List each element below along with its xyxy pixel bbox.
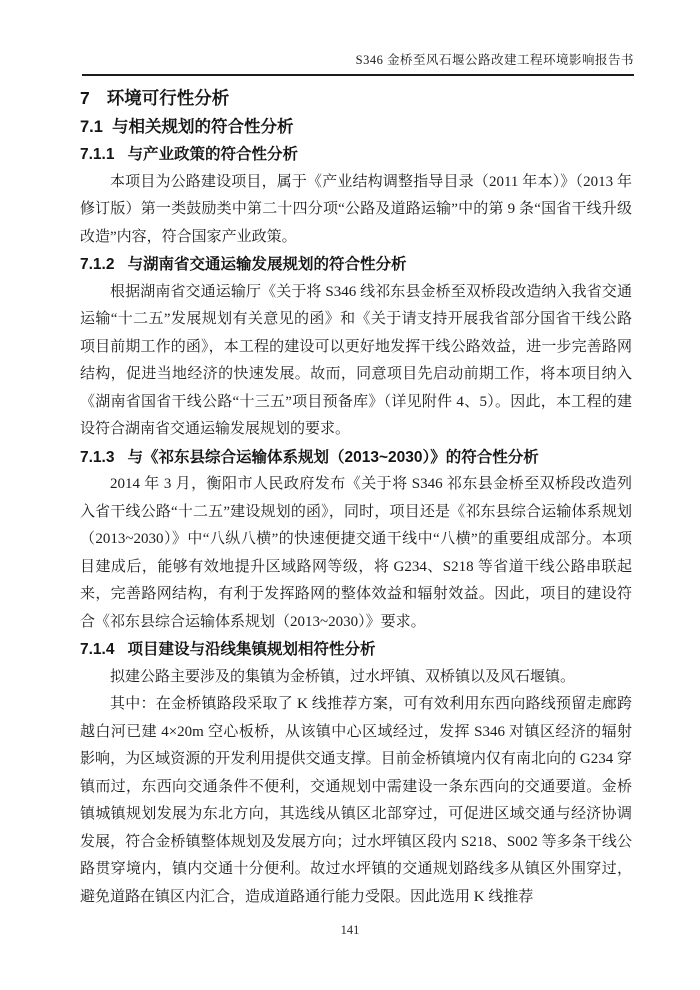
subsection-7-1-2 [80, 251, 632, 444]
subsection-number: 7.1.4 [80, 641, 115, 658]
chapter-title: 环境可行性分析 [106, 88, 230, 108]
subsection-number: 7.1.2 [80, 256, 115, 273]
subsection-7-1-4 [80, 636, 632, 911]
paragraph: 根据湖南省交通运输厅《关于将 S346 线祁东县金桥至双桥段改造纳入我省交通运输“十二五”发展规划有关意见的函》和《关于请支持开展我省部分国省干线公路项目前期工作的函》，本工程的建设可以更好地发挥干线公路效益，进一步完善路网结构，促进当地经济的快速发展。故而，同意项目先启动前期工作，将本项目纳入《湖南省国省干线公路“十三五”项目预备库》（详见附件 4、5）。因此，本工程的建设符合湖南省交通运输发展规划的要求。 [80, 283, 632, 437]
subsection-number: 7.1.1 [80, 146, 115, 163]
subsection-7-1-1 [80, 141, 632, 251]
paragraph: 2014 年 3 月，衡阳市人民政府发布《关于将 S346 祁东县金桥至双桥段改造列入省干线公路“十二五”建设规划的函》，同时，项目还是《祁东县综合运输体系规划（2013~2030）》中“八纵八横”的快速便捷交通干线中“八横”的重要组成部分。本项目建成后，能够有效地提升区域路网等级，将 G234、S218 等省道干线公路串联起来，完善路网结构，有利于发挥路网的整体效益和辐射效益。因此，项目的建设符合《祁东县综合运输体系规划（2013~2030）》要求。 [80, 476, 632, 630]
paragraph: 本项目为公路建设项目，属于《产业结构调整指导目录（2011 年本）》（2013 年修订版）第一类鼓励类中第二十四分项“公路及道路运输”中的第 9 条“国省干线升级改造”内容，符合国家产业政策。 [80, 173, 632, 245]
paragraph: 拟建公路主要涉及的集镇为金桥镇，过水坪镇、双桥镇以及风石堰镇。 [110, 668, 576, 685]
subsection-title: 项目建设与沿线集镇规划相符性分析 [127, 641, 376, 658]
section-heading [80, 113, 632, 141]
subsection-heading [80, 251, 632, 279]
chapter-heading [80, 84, 632, 112]
subsection-heading [80, 141, 632, 169]
subsection-heading [80, 636, 632, 664]
page-content [80, 84, 632, 911]
subsection-number: 7.1.3 [80, 448, 115, 466]
paragraph: 其中：在金桥镇路段采取了 K 线推荐方案，可有效利用东西向路线预留走廊跨越白河已建 4×20m 空心板桥，从该镇中心区域经过，发挥 S346 对镇区经济的辐射影响，为区域资源的开发利用提供交通支撑。目前金桥镇境内仅有南北向的 G234 穿镇而过，东西向交通条件不便利，交通规划中需建设一条东西向的交通要道。金桥镇城镇规划发展为东北方向，其选线从镇区北部穿过，可促进区域交通与经济协调发展，符合金桥镇整体规划及发展方向；过水坪镇区段内 S218、S002 等多条干线公路贯穿境内，镇内交通十分便利。故过水坪镇的交通规划路线多从镇区外围穿过，避免道路在镇区内汇合，造成道路通行能力受限。因此选用 K 线推荐 [80, 696, 632, 905]
chapter-number: 7 [80, 88, 90, 108]
subsection-title: 与产业政策的符合性分析 [127, 146, 298, 163]
section-title: 与相关规划的符合性分析 [111, 118, 294, 136]
running-header [82, 52, 634, 76]
section-number: 7.1 [80, 118, 103, 136]
subsection-heading [80, 444, 632, 472]
subsection-7-1-3 [80, 444, 632, 637]
subsection-title: 与《祁东县综合运输体系规划（2013~2030）》的符合性分析 [127, 448, 539, 466]
running-header-text: S346 金桥至风石堰公路改建工程环境影响报告书 [355, 53, 634, 67]
page-number: 141 [340, 923, 360, 937]
subsection-title: 与湖南省交通运输发展规划的符合性分析 [127, 256, 407, 273]
